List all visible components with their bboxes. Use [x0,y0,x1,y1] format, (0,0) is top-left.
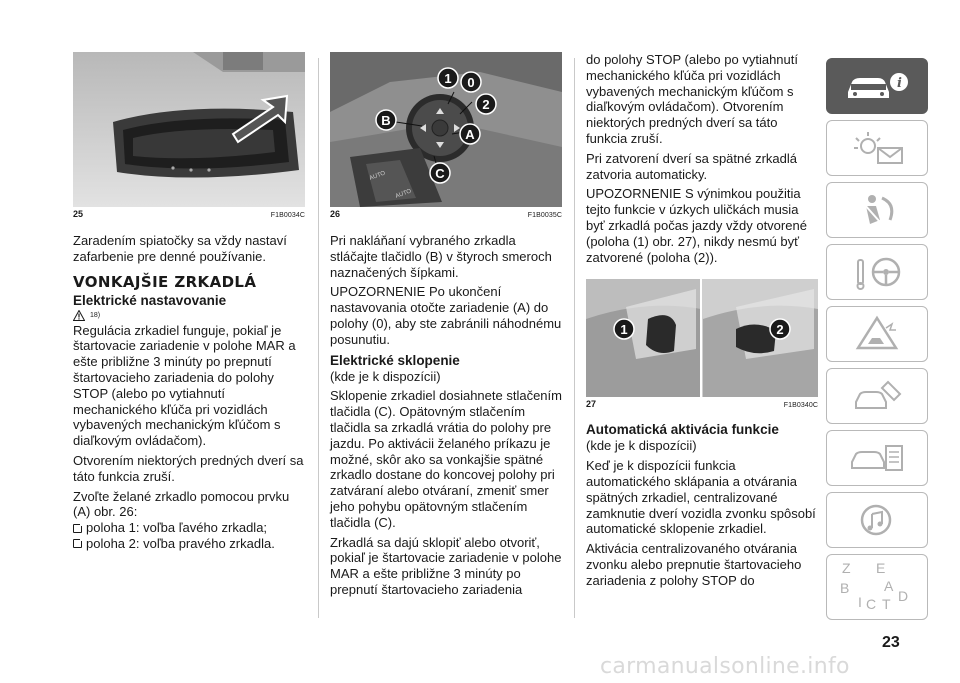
paragraph: Zaradením spiatočky sa vždy nastaví zafarbenie pre denné používanie. [73,233,287,264]
tab-maintenance[interactable] [826,368,928,424]
list-item [73,536,305,552]
callout-c [430,163,450,183]
bullet-icon [73,539,82,548]
tab-warning-lights[interactable] [826,120,928,176]
tab-technical-data[interactable] [826,430,928,486]
svg-text:A: A [465,127,475,142]
paragraph: Pri zatvorení dverí sa spätné zrkadlá zatvoria automaticky. [586,150,797,182]
maintenance-icon [842,376,912,416]
figure-code: F1B0035C [527,212,562,219]
svg-text:E: E [876,560,886,576]
svg-text:Z: Z [842,560,851,576]
subsection-title: Automatická aktivácia funkcie [586,422,779,438]
svg-text:C: C [866,596,877,612]
svg-text:2: 2 [482,97,490,112]
figure-26-mirror-control [330,52,562,207]
svg-text:0: 0 [467,75,475,90]
list-item [73,520,305,536]
callout-2 [476,94,496,114]
page-number: 23 [882,634,900,651]
technical-data-icon [842,438,912,478]
switch-label-auto: AUTO [394,188,413,200]
callout-a [460,124,480,144]
svg-text:i: i [897,76,902,91]
callout-b [376,110,396,130]
starting-driving-icon [842,252,912,292]
figure-number: 27 [586,399,597,410]
figure-25-rearview-mirror [73,52,305,207]
warning-reference [73,309,305,323]
column-1 [73,52,305,552]
figure-number: 25 [73,209,84,219]
callout-0 [461,72,481,92]
emergency-icon [842,314,912,354]
svg-text:D: D [898,588,909,604]
tab-starting-driving[interactable] [826,244,928,300]
tab-car-info[interactable] [826,58,928,114]
section-title: VONKAJŠIE ZRKADLÁ [73,272,257,291]
figure-number: 26 [330,209,341,219]
figure-code: F1B0340C [783,402,818,410]
availability-note: (kde je k dispozícii) [586,438,697,454]
switch-label-auto: AUTO [368,170,387,182]
warning-triangle-icon [73,310,85,321]
safety-airbag-icon [842,190,912,230]
warning-lights-icon [842,128,912,168]
figure-27-mirror-positions [586,279,818,397]
column-divider [318,58,319,618]
availability-note: (kde je k dispozícii) [330,368,441,384]
index-icon [832,557,922,617]
paragraph: Aktivácia centralizovaného otvárania zvonku alebo prepnutie štartovacieho zariadenia z polohy STOP do [586,541,802,588]
column-divider [574,58,575,618]
paragraph: Sklopenie zrkadiel dosiahnete stlačením tlačidla (C). Opätovným stlačením tlačidla sa zrkadlá vrátia do polohy pre jazdu. Po aktivácii želaného príkazu je možné, skôr ako sa vonkajšie spätné zrkadlo dostane do koncovej polohy pri zatváraní alebo otváraní, zmeniť smer jeho pohybu opätovným stlačením tlačidla (C). [330,388,562,530]
bullet-icon [73,524,82,533]
multimedia-icon [842,500,912,540]
svg-text:1: 1 [620,322,628,338]
car-info-icon [842,68,912,104]
figure-code: F1B0034C [270,212,305,219]
paragraph: Pri nakláňaní vybraného zrkadla stláčajte tlačidlo (B) v štyroch smeroch naznačených šípkami. [330,233,552,280]
callout-1 [614,319,634,339]
svg-text:B: B [840,580,850,596]
callout-1 [438,68,458,88]
figure-caption [586,399,818,409]
warning-ref-number: 18) [90,312,101,320]
svg-text:1: 1 [444,71,452,86]
tab-emergency[interactable] [826,306,928,362]
list-item-text: poloha 1: voľba ľavého zrkadla; [86,520,268,536]
paragraph: Keď je k dispozícii funkcia automatického sklápania a otvárania spätných zrkadiel, centralizované zamknutie dverí vozidla zvonku spôsobí automatické sklopenie zrkadiel. [586,458,816,537]
tab-multimedia[interactable] [826,492,928,548]
paragraph: UPOZORNENIE S výnimkou použitia tejto funkcie v úzkych uličkách musia byť zrkadlá počas jazdy vždy otvorené (poloha (1) obr. 27), nikdy nesmú byť zatvorené (poloha (2)). [586,186,807,265]
figure-caption [73,209,305,219]
paragraph: Zrkadlá sa dajú sklopiť alebo otvoriť, pokiaľ je štartovacie zariadenie v polohe MAR a ešte približne 3 minúty po prepnutí štartovacieho zariadenia [330,534,562,597]
paragraph: Zvoľte želané zrkadlo pomocou prvku (A) obr. 26: [73,488,290,520]
watermark: carmanualsonline.info [600,654,850,679]
callout-2 [770,319,790,339]
svg-text:A: A [884,578,894,594]
paragraph: do polohy STOP (alebo po vytiahnutí mechanického kľúča pri vozidlách vybavených mechanickým kľúčom s diaľkovým ovládačom). Otvorením niektorých predných dverí sa táto funkcia zruší. [586,52,798,146]
chapter-sidebar [826,58,928,626]
subsection-title: Elektrické sklopenie [330,352,460,368]
figure-caption [330,209,562,219]
subsection-title: Elektrické nastavovanie [73,292,227,308]
svg-text:C: C [435,166,445,181]
svg-text:I: I [858,594,862,610]
list-item-text: poloha 2: voľba pravého zrkadla. [86,535,275,551]
svg-text:T: T [882,596,891,612]
svg-text:2: 2 [776,322,784,338]
column-3 [586,52,818,589]
tab-index[interactable] [826,554,928,620]
column-2 [330,52,562,598]
tab-safety[interactable] [826,182,928,238]
paragraph: Otvorením niektorých predných dverí sa táto funkcia zruší. [73,452,304,484]
paragraph: UPOZORNENIE Po ukončení nastavovania otočte zariadenie (A) do polohy (0), aby ste zabránili náhodnému posunutiu. [330,284,562,347]
paragraph: Regulácia zrkadiel funguje, pokiaľ je štartovacie zariadenie v polohe MAR a ešte približne 3 minúty po prepnutí štartovacieho zariadenia do polohy STOP (alebo po vytiahnutí mechanického kľúča pri vozidlách vybavených mechanickým kľúčom s diaľkovým ovládačom). [73,322,296,449]
svg-text:B: B [381,113,391,128]
